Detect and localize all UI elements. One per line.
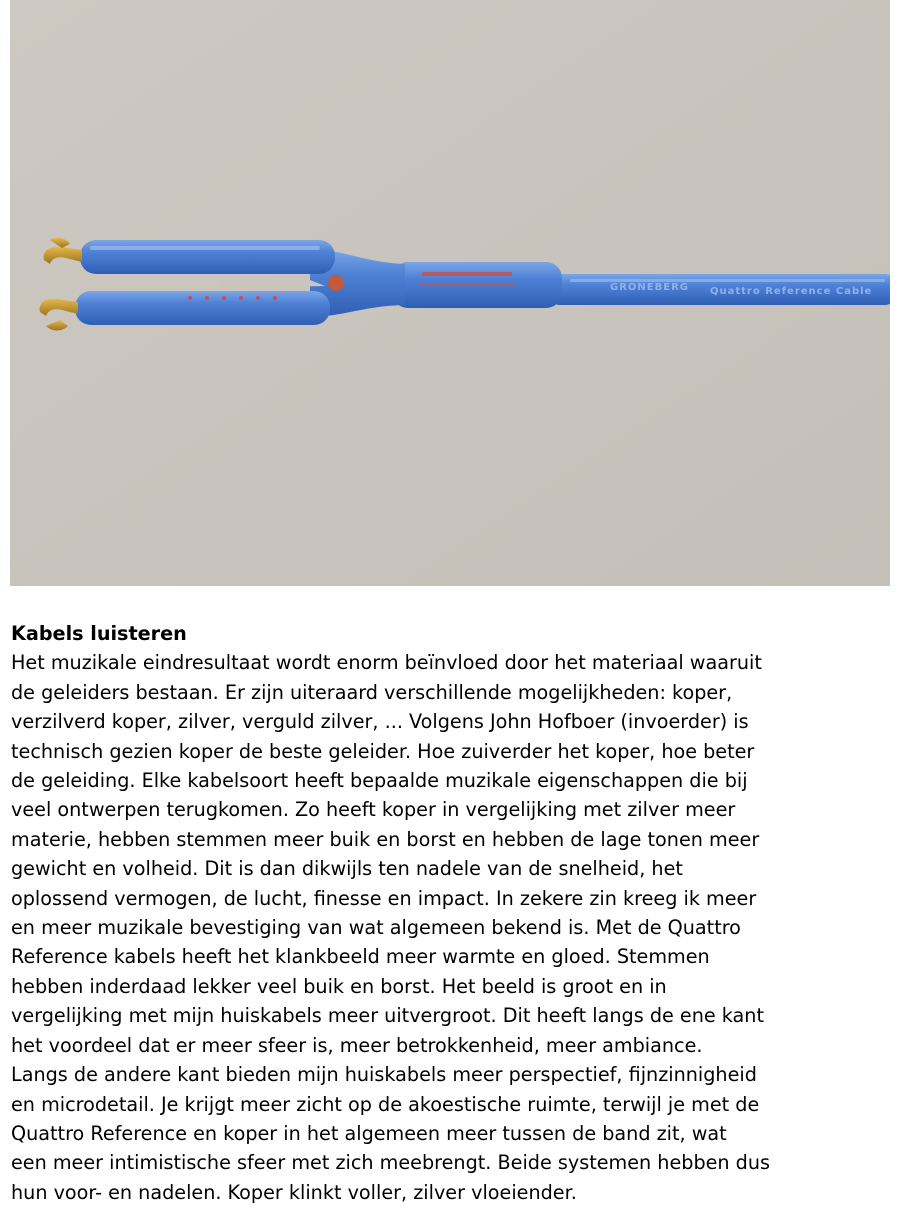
body-line: en microdetail. Je krijgt meer zicht op de akoestische ruimte, terwijl je met de xyxy=(11,1092,760,1116)
body-line: materie, hebben stemmen meer buik en borst en hebben de lage tonen meer xyxy=(11,827,760,851)
body-line: vergelijking met mijn huiskabels meer uitvergroot. Dit heeft langs de ene kant xyxy=(11,1004,764,1028)
body-line: een meer intimistische sfeer met zich meebrengt. Beide systemen hebben dus xyxy=(11,1151,771,1175)
body-line: het voordeel dat er meer sfeer is, meer betrokkenheid, meer ambiance. xyxy=(11,1033,703,1057)
body-line: Langs de andere kant bieden mijn huiskabels meer perspectief, fijnzinnigheid xyxy=(11,1063,757,1087)
article-body xyxy=(11,648,891,1207)
body-line: Quattro Reference en koper in het algemeen meer tussen de band zit, wat xyxy=(11,1121,727,1145)
body-line: verzilverd koper, zilver, verguld zilver, ... Volgens John Hofboer (invoerder) is xyxy=(11,710,749,734)
article xyxy=(11,619,891,1207)
body-line: de geleiders bestaan. Er zijn uiteraard verschillende mogelijkheden: koper, xyxy=(11,680,733,704)
cable-photo xyxy=(10,0,890,586)
body-line: technisch gezien koper de beste geleider. Hoe zuiverder het koper, hoe beter xyxy=(11,739,755,763)
body-line: hun voor- en nadelen. Koper klinkt voller, zilver vloeiender. xyxy=(11,1180,577,1204)
body-line: de geleiding. Elke kabelsoort heeft bepaalde muzikale eigenschappen die bij xyxy=(11,769,748,793)
body-line: gewicht en volheid. Dit is dan dikwijls ten nadele van de snelheid, het xyxy=(11,857,683,881)
cable-print-brand: GRONEBERG xyxy=(610,282,689,293)
body-line: hebben inderdaad lekker veel buik en borst. Het beeld is groot en in xyxy=(11,974,667,998)
body-line: en meer muzikale bevestiging van wat algemeen bekend is. Met de Quattro xyxy=(11,916,741,940)
cable-print-model: Quattro Reference Cable xyxy=(710,286,873,297)
article-heading: Kabels luisteren xyxy=(11,622,187,645)
body-line: oplossend vermogen, de lucht, finesse en impact. In zekere zin kreeg ik meer xyxy=(11,886,757,910)
body-line: Het muzikale eindresultaat wordt enorm beïnvloed door het materiaal waaruit xyxy=(11,651,762,675)
body-line: veel ontwerpen terugkomen. Zo heeft koper in vergelijking met zilver meer xyxy=(11,798,736,822)
body-line: Reference kabels heeft het klankbeeld meer warmte en gloed. Stemmen xyxy=(11,945,710,969)
